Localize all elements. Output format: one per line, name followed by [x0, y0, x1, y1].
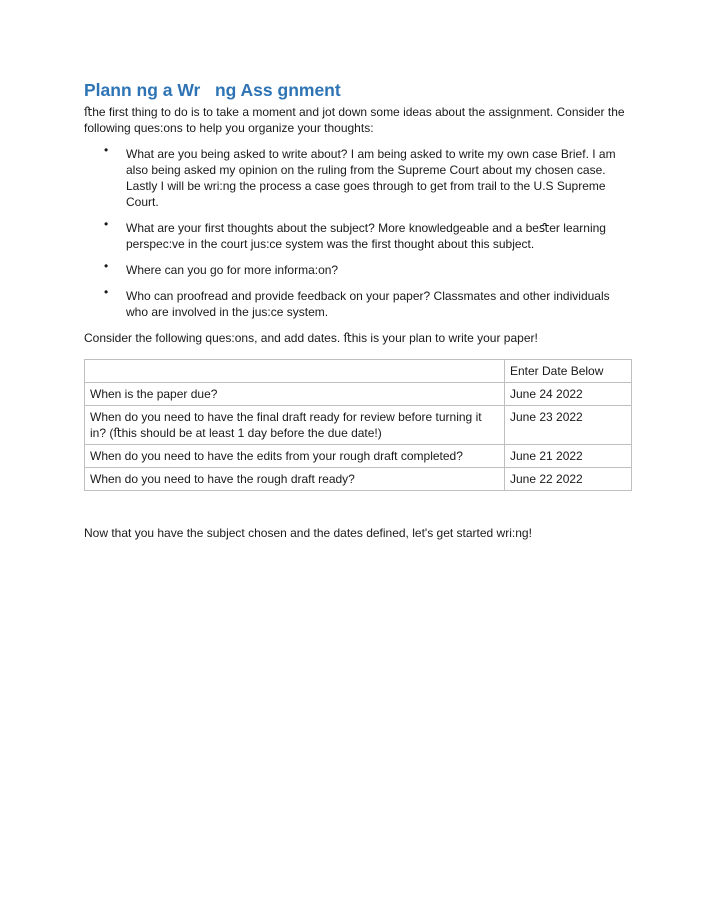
question-text: What are your first thoughts about the subject? More knowledgeable and a beﬆer learning perspec:ve in the court jus:ce system was the first thought about this subject. [126, 221, 606, 251]
table-row [85, 468, 632, 491]
list-item [84, 143, 632, 210]
date-cell[interactable]: June 22 2022 [505, 468, 632, 491]
question-text: Who can proofread and provide feedback on your paper? Classmates and other individuals who are involved in the jus:ce system. [126, 289, 610, 319]
question-list [84, 143, 632, 320]
list-item [84, 285, 632, 320]
bullet-icon: • [104, 285, 109, 299]
question-cell: When do you need to have the final draft ready for review before turning it in? (ﬅhis should be at least 1 day before the due date!) [85, 406, 505, 445]
list-item [84, 259, 632, 278]
intro-paragraph: ﬅhe first thing to do is to take a moment and jot down some ideas about the assignment. Consider the following ques:ons to help you organize your thoughts: [84, 105, 625, 135]
table-row [85, 383, 632, 406]
table-row [85, 406, 632, 445]
date-cell[interactable]: June 23 2022 [505, 406, 632, 445]
question-cell: When is the paper due? [85, 383, 505, 406]
date-cell[interactable]: June 21 2022 [505, 445, 632, 468]
dates-table [84, 359, 632, 491]
bullet-icon: • [104, 259, 109, 273]
date-cell[interactable]: June 24 2022 [505, 383, 632, 406]
bullet-icon: • [104, 217, 109, 231]
plan-intro-paragraph: Consider the following ques:ons, and add dates. ﬅhis is your plan to write your paper! [84, 331, 538, 345]
table-row [85, 445, 632, 468]
document-page [84, 78, 632, 541]
question-text: What are you being asked to write about? I am being asked to write my own case Brief. I am also being asked my opinion on the ruling from the Supreme Court about my chosen case. Lastly I will be wri:ng the process a case goes through to get from trail to the U.S Supreme Court. [126, 147, 616, 209]
question-cell: When do you need to have the rough draft ready? [85, 468, 505, 491]
closing-paragraph: Now that you have the subject chosen and the dates defined, let's get started wri:ng! [84, 526, 532, 540]
table-header-cell: Enter Date Below [505, 360, 632, 383]
document-title: Plann ng a Wr ng Ass gnment [84, 80, 341, 100]
question-text: Where can you go for more informa:on? [126, 263, 339, 277]
question-cell: When do you need to have the edits from your rough draft completed? [85, 445, 505, 468]
table-header-cell [85, 360, 505, 383]
table-header-row [85, 360, 632, 383]
list-item [84, 217, 632, 252]
bullet-icon: • [104, 143, 109, 157]
